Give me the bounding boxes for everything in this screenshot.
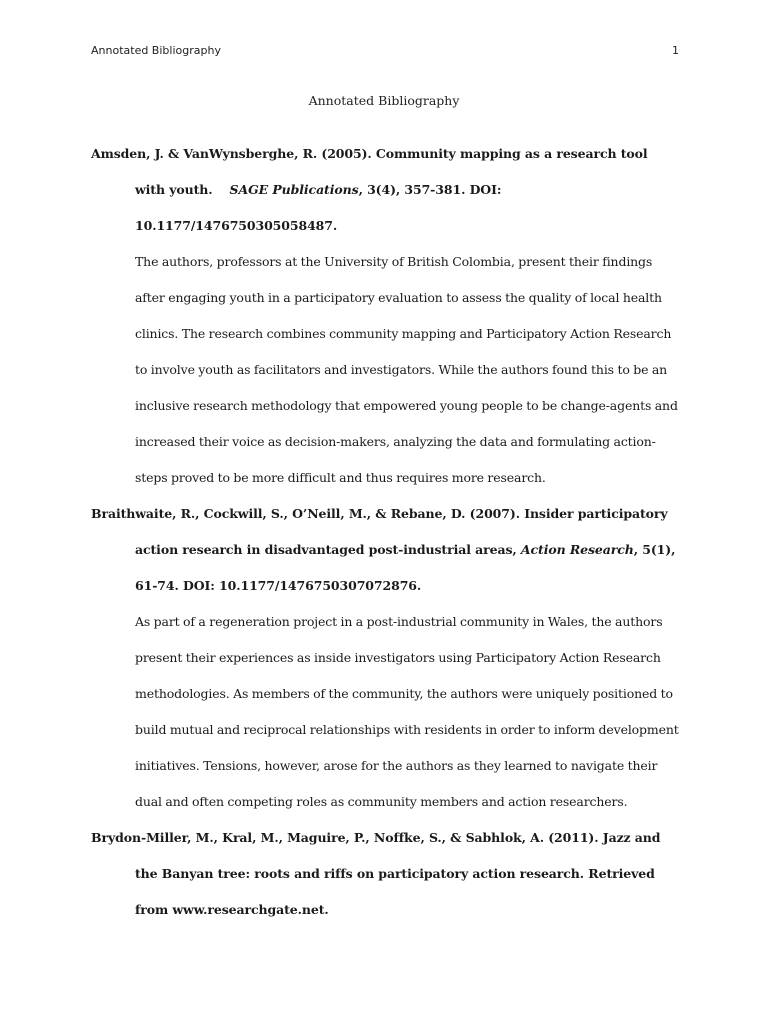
document-title: Annotated Bibliography: [308, 93, 460, 108]
citation-3-text: Brydon-Miller, M., Kral, M., Maguire, P., Noffke, S., & Sabhlok, A. (2011). Jazz and the Banyan tree: roots and riffs on participatory action research. Retrieved from www.researchgate.net.: [91, 830, 661, 917]
annotation-entry-2: As part of a regeneration project in a post-industrial community in Wales, the authors present their experiences as inside investigators using Participatory Action Research methodologies. As members of the community, the authors were uniquely positioned to build mutual and reciprocal relationships with residents in order to inform development initiatives. Tensions, however, arose for the authors as they learned to navigate their dual and often competing roles as community members and action researchers.: [135, 614, 679, 809]
citation-2-journal: Action Research: [520, 542, 634, 557]
citation-1-text: Amsden, J. & VanWynsberghe, R. (2005). Community mapping as a research tool with youth.: [91, 146, 648, 197]
running-header: [91, 44, 679, 62]
citation-1-details: , 3(4), 357-381. DOI: 10.1177/1476750305058487.: [135, 182, 502, 233]
citation-entry-2: [91, 496, 681, 604]
annotation-entry-1: The authors, professors at the University of British Colombia, present their findings after engaging youth in a participatory evaluation to assess the quality of local health clinics. The research combines community mapping and Participatory Action Research to involve youth as facilitators and investigators. While the authors found this to be an inclusive research methodology that empowered young people to be change-agents and increased their voice as decision-makers, analyzing the data and formulating action-steps proved to be more difficult and thus requires more research.: [135, 254, 678, 485]
citation-entry-1: [91, 136, 681, 244]
citation-2-details: , 5(1), 61-74. DOI: 10.1177/1476750307072876.: [135, 542, 676, 593]
page-number: 1: [672, 44, 679, 57]
running-head-title: Annotated Bibliography: [91, 44, 221, 57]
citation-entry-3: [91, 820, 681, 928]
citation-1-journal: SAGE Publications: [229, 182, 359, 197]
citation-2-text: Braithwaite, R., Cockwill, S., O’Neill, M., & Rebane, D. (2007). Insider participatory action research in disadvantaged post-industrial areas,: [91, 506, 668, 557]
bibliography-entries: [91, 136, 681, 928]
